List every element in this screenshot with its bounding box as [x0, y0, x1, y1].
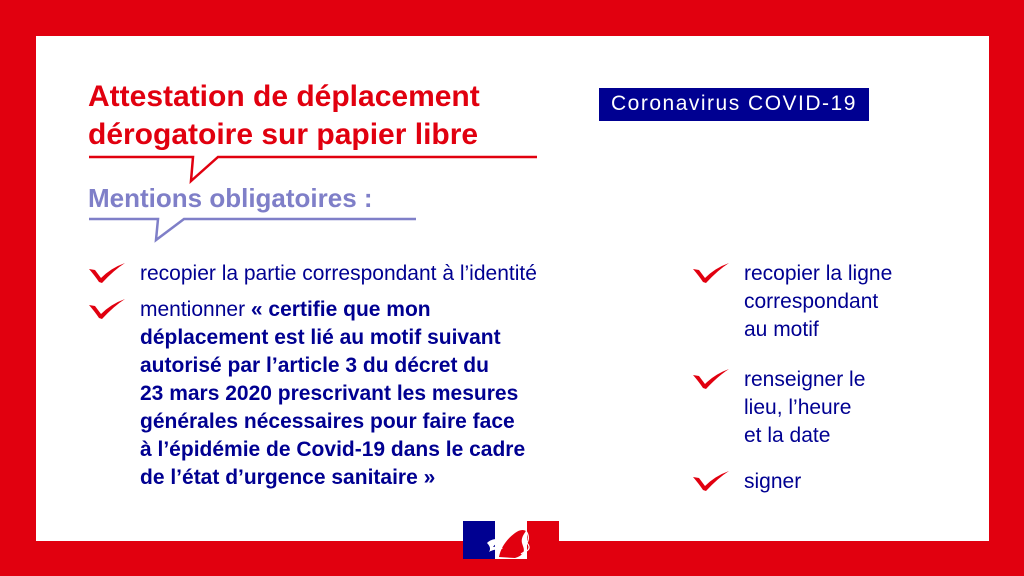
list-item-line: et la date [744, 424, 831, 447]
mention-quote-line: à l’épidémie de Covid-19 dans le cadre [140, 438, 526, 461]
check-icon [692, 368, 730, 390]
list-item-text [140, 296, 525, 492]
list-item-line: lieu, l’heure [744, 396, 852, 419]
list-item-line: correspondant [744, 290, 879, 313]
marianne-profile-icon [463, 521, 559, 559]
mention-quote-line: « certifie que mon [250, 298, 431, 321]
list-item [692, 468, 952, 498]
list-item-line: renseigner le [744, 368, 866, 391]
mention-quote-line: 23 mars 2020 prescrivant les mesures [140, 382, 519, 405]
check-icon [88, 298, 126, 320]
list-item-text: signer [744, 470, 802, 493]
title-line-2: dérogatoire sur papier libre [88, 118, 479, 151]
list-item-text [744, 366, 865, 450]
check-icon [88, 262, 126, 284]
content-card [36, 36, 989, 541]
list-item-text [744, 260, 892, 344]
mention-quote-line: de l’état d’urgence sanitaire » [140, 466, 436, 489]
section-heading: Mentions obligatoires : [88, 183, 373, 213]
list-item [88, 296, 658, 496]
speech-bubble-underline-subtitle [88, 216, 418, 244]
list-item-text: recopier la partie correspondant à l’identité [140, 262, 537, 285]
covid-badge: Coronavirus COVID-19 [599, 88, 869, 121]
speech-bubble-underline [88, 154, 538, 184]
check-icon [692, 470, 730, 492]
list-item [88, 260, 658, 290]
mention-prefix: mentionner [140, 298, 251, 321]
list-item [692, 366, 952, 456]
list-item-line: recopier la ligne [744, 262, 893, 285]
marianne-logo [463, 521, 559, 559]
list-item [692, 260, 952, 350]
page-title [88, 78, 480, 154]
check-icon [692, 262, 730, 284]
mention-quote-line: générales nécessaires pour faire face [140, 410, 515, 433]
mention-quote-line: autorisé par l’article 3 du décret du [140, 354, 489, 377]
title-line-1: Attestation de déplacement [88, 80, 480, 113]
mention-quote-line: déplacement est lié au motif suivant [140, 326, 501, 349]
list-item-line: au motif [744, 318, 819, 341]
